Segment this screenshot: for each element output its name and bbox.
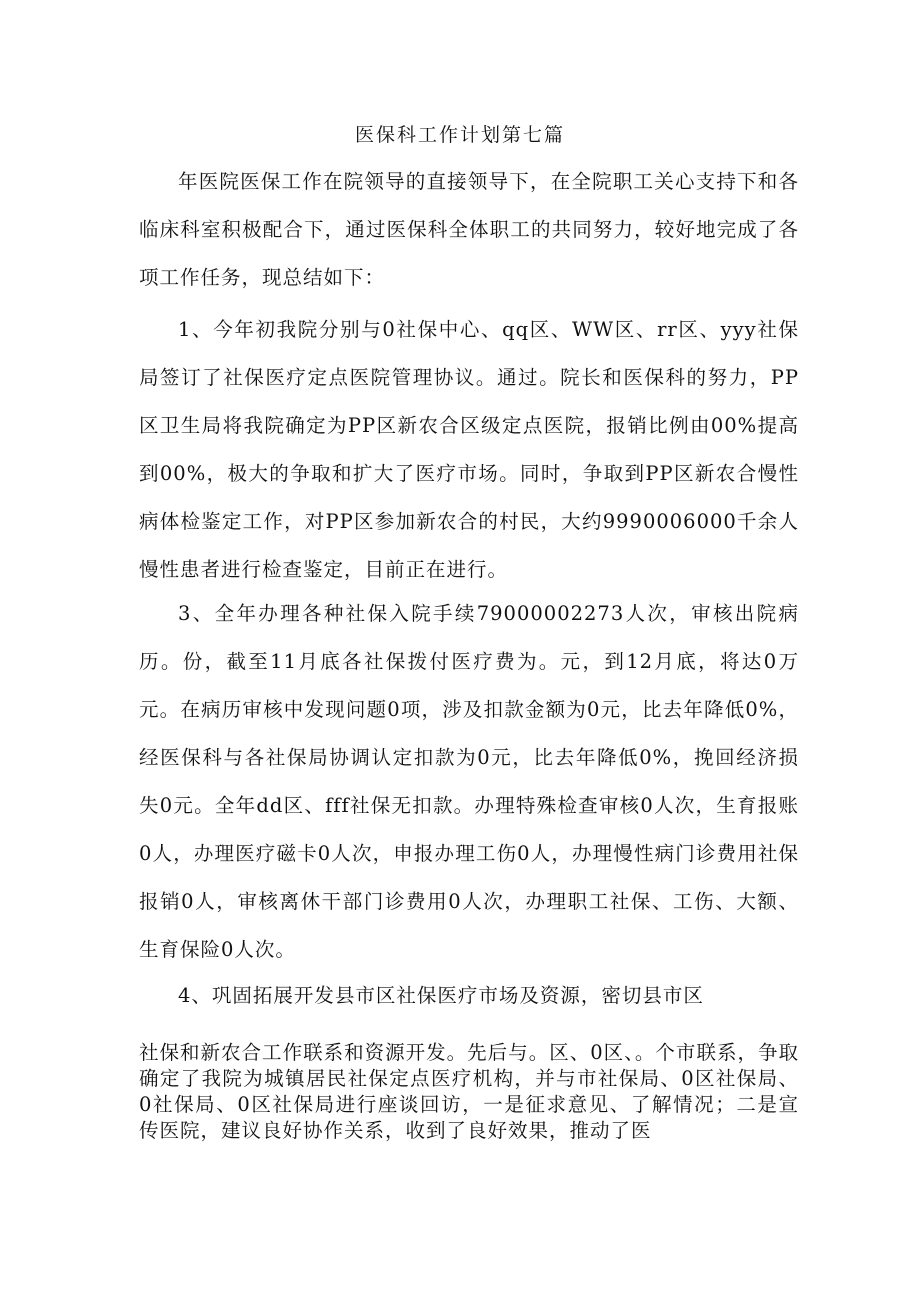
paragraph-item-4	[139, 972, 799, 1020]
paragraph-item-3	[139, 590, 799, 974]
paragraph-item-1	[139, 306, 799, 594]
paragraph-text: 3、全年办理各种社保入院手续79000002273人次，审核出院病历。份，截至11月底各社保拨付医疗费为。元，到12月底，将达0万元。在病历审核中发现问题0项，涉及扣款金额为0元，比去年降低0%，经医保科与各社保局协调认定扣款为0元，比去年降低0%，挽回经济损失0元。全年dd区、fff社保无扣款。办理特殊检查审核0人次，生育报账0人，办理医疗磁卡0人次，申报办理工伤0人，办理慢性病门诊费用社保报销0人，审核离休干部门诊费用0人次，办理职工社保、工伤、大额、生育保险0人次。	[139, 602, 799, 961]
paragraph-continuation	[139, 1040, 799, 1144]
paragraph-text: 1、今年初我院分别与0社保中心、qq区、WW区、rr区、yyy社保局签订了社保医疗定点医院管理协议。通过。院长和医保科的努力，PP区卫生局将我院确定为PP区新农合区级定点医院，报销比例由00%提高到00%，极大的争取和扩大了医疗市场。同时，争取到PP区新农合慢性病体检鉴定工作，对PP区参加新农合的村民，大约9990006000千余人慢性患者进行检查鉴定，目前正在进行。	[139, 318, 799, 581]
paragraph-text: 社保和新农合工作联系和资源开发。先后与。区、0区、。个市联系，争取确定了我院为城镇居民社保定点医疗机构，并与市社保局、0区社保局、0社保局、0区社保局进行座谈回访，一是征求意见、了解情况；二是宣传医院，建议良好协作关系，收到了良好效果，推动了医	[139, 1041, 799, 1142]
paragraph-text: 4、巩固拓展开发县市区社保医疗市场及资源，密切县市区	[178, 984, 704, 1007]
paragraph-intro	[139, 158, 799, 302]
page-title: 医保科工作计划第七篇	[354, 124, 565, 146]
paragraph-text: 年医院医保工作在院领导的直接领导下，在全院职工关心支持下和各临床科室积极配合下，通过医保科全体职工的共同努力，较好地完成了各项工作任务，现总结如下：	[139, 170, 799, 289]
